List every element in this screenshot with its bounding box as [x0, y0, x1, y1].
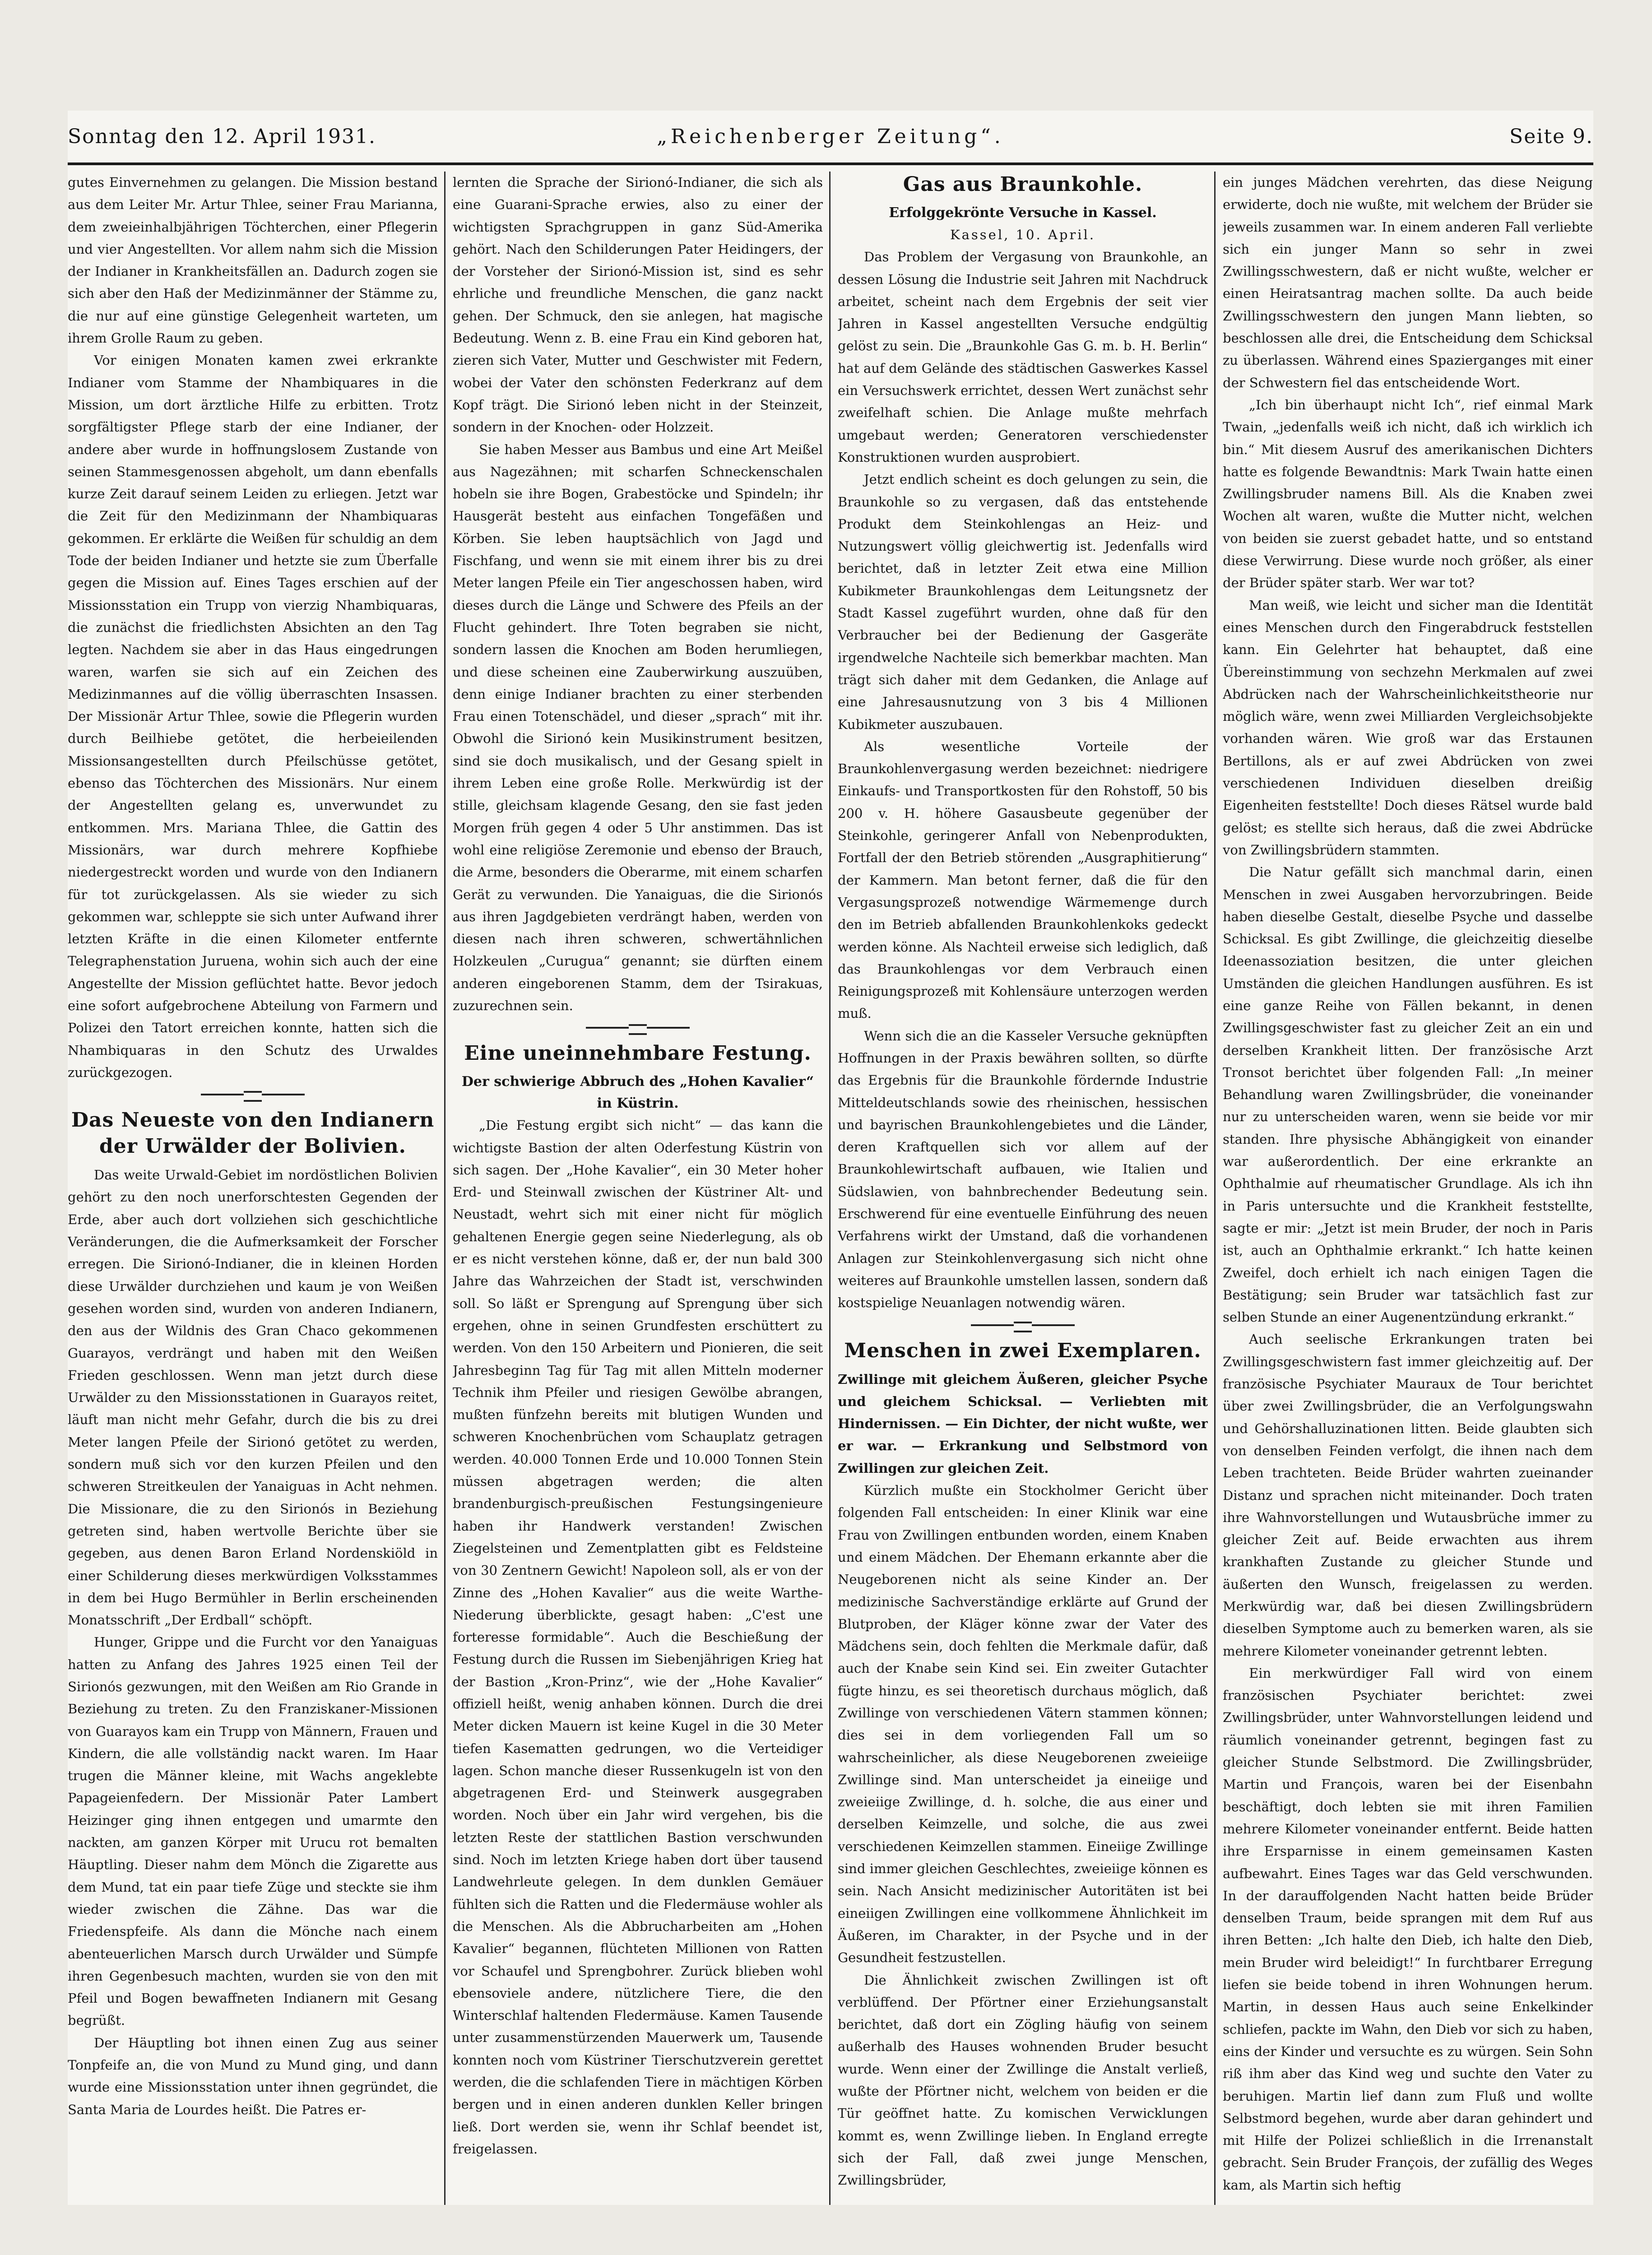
- article-divider: [586, 1027, 690, 1029]
- paragraph: Das weite Urwald-Gebiet im nordöstlichen Bolivien gehört zu den noch unerforschtesten Gegenden der Erde, aber auch dort vollziehen sich geschichtliche Veränderungen, die die Aufmerksamkeit der Forscher erregen. Die Sirionó-Indianer, die in kleinen Horden diese Urwälder durchziehen und kaum je von Weißen gesehen worden sind, wurden von anderen Indianern, den aus der Wildnis des Gran Chaco gekommenen Guarayos, verdrängt und haben mit den Weißen Frieden geschlossen. Wenn man jetzt durch diese Urwälder zu den Missionsstationen in Guarayos reitet, läuft man nicht mehr Gefahr, durch die bis zu drei Meter langen Pfeile der Sirionó getötet zu werden, sondern muß sich vor den kurzen Pfeilen und den schweren Streitkeulen der Yanaiguas in Acht nehmen. Die Missionare, die zu den Sirionós in Beziehung getreten sind, haben wertvolle Berichte über sie gegeben, aus denen Baron Erland Nordenskiöld in einer Schilderung dieses merkwürdigen Volksstammes in dem bei Hugo Bermühler in Berlin erscheinenden Monatsschrift „Der Erdball“ schöpft.: [68, 1167, 438, 1628]
- issue-date: Sonntag den 12. April 1931.: [68, 125, 376, 148]
- dateline: Kassel, 10. April.: [950, 227, 1096, 242]
- column-rule: [829, 172, 831, 2205]
- article-lead: Zwillinge mit gleichem Äußeren, gleicher Psyche und gleichem Schicksal. — Verliebten mit Hindernissen. — Ein Dichter, der nicht wußte, wer er war. — Erkrankung und Selbstmord von Zwillingen zur gleichen Zeit.: [838, 1371, 1208, 1476]
- paragraph: Jetzt endlich scheint es doch gelungen zu sein, die Braunkohle so zu vergasen, daß das entstehende Produkt dem Steinkohlengas an Heiz- und Nutzungswert völlig gleichwertig ist. Jedenfalls wird berichtet, daß in letzter Zeit etwa eine Million Kubikmeter Braunkohlengas dem Leitungsnetz der Stadt Kassel zugeführt wurden, ohne daß für den Verbraucher bei der Bedienung der Gasgeräte irgendwelche Nachteile sich bemerkbar machten. Man trägt sich daher mit dem Gedanken, die Anlage auf eine Jahresausnutzung von 3 bis 4 Millionen Kubikmeter auszubauen.: [838, 472, 1208, 732]
- paragraph: Vor einigen Monaten kamen zwei erkrankte Indianer vom Stamme der Nhambiquares in die Mission, um dort ärztliche Hilfe zu erbitten. Trotz sorgfältigster Pflege starb der eine Indianer, der andere aber wurde in hoffnungslosem Zustande von seinen Stammesgenossen abgeholt, um dann ebenfalls kurze Zeit darauf seinem Leiden zu erliegen. Jetzt war die Zeit für den Medizinmann der Nhambiquaras gekommen. Er erklärte die Weißen für schuldig an dem Tode der beiden Indianer und hetzte sie zum Überfalle gegen die Mission auf. Eines Tages erschien auf der Missionsstation ein Trupp von vierzig Nhambiquaras, die zunächst die friedlichsten Absichten an den Tag legten. Nachdem sie aber in das Haus eingedrungen waren, warfen sie sich auf ein Zeichen des Medizinmannes auf die völlig überraschten Insassen. Der Missionär Artur Thlee, sowie die Pflegerin wurden durch Beilhiebe getötet, die herbeieilenden Missionsangestellten durch Pfeilschüsse getötet, ebenso das Töchterchen des Missionärs. Nur einem der Angestellten gelang es, unverwundet zu entkommen. Mrs. Mariana Thlee, die Gattin des Missionärs, war durch mehrere Kopfhiebe niedergestreckt worden und wurde von den Indianern für tot zurückgelassen. Als sie wieder zu sich gekommen war, schleppte sie sich unter Aufwand ihrer letzten Kräfte in die einen Kilometer entfernte Telegraphenstation Juruena, wohin sich auch der eine Angestellte der Mission geflüchtet hatte. Bevor jedoch eine sofort aufgebrochene Abteilung von Farmern und Polizei den Tatort erreichen konnte, hatten sich die Nhambiquaras in den Schutz des Urwaldes zurückgezogen.: [68, 353, 438, 1080]
- column-rule: [444, 172, 445, 2205]
- paragraph: „Ich bin überhaupt nicht Ich“, rief einmal Mark Twain, „jedenfalls weiß ich nicht, daß ich wirklich ich bin.“ Mit diesem Ausruf des amerikanischen Dichters hatte es folgende Bewandtnis: Mark Twain hatte einen Zwillingsbruder namens Bill. Als die Knaben zwei Wochen alt waren, wußte die Mutter nicht, welchen von beiden sie zuerst gebadet hatte, und so entstand diese Verwirrung. Diese wurde noch größer, als einer der Brüder später starb. Wer war tot?: [1223, 397, 1593, 591]
- paragraph: „Die Festung ergibt sich nicht“ — das kann die wichtigste Bastion der alten Oderfestung Küstrin von sich sagen. Der „Hohe Kavalier“, ein 30 Meter hoher Erd- und Steinwall zwischen der Küstriner Alt- und Neustadt, wehrt sich mit einer nicht für möglich gehaltenen Energie gegen seine Niederlegung, als ob er es nicht verstehen könne, daß er, der nun bald 300 Jahre das Wahrzeichen der Stadt ist, verschwinden soll. So läßt er Sprengung auf Sprengung über sich ergehen, ohne in seinen Grundfesten erschüttert zu werden. Von den 150 Arbeitern und Pionieren, die seit Jahresbeginn Tag für Tag mit allen Mitteln moderner Technik ihm Pfeiler und riesigen Gewölbe abrangen, mußten fünfzehn bereits mit blutigen Wunden und schweren Knochenbrüchen vom Schauplatz getragen werden. 40.000 Tonnen Erde und 10.000 Tonnen Stein müssen abgetragen werden; die alten brandenburgisch-preußischen Festungsingenieure haben ihr Handwerk verstanden! Zwischen Ziegelsteinen und Zementplatten gibt es Feldsteine von 30 Zentnern Gewicht! Napoleon soll, als er von der Zinne des „Hohen Kavalier“ aus die weite Warthe-Niederung überblickte, gesagt haben: „C'est une forteresse formidable“. Auch die Beschießung der Festung durch die Russen im Siebenjährigen Krieg hat der Bastion „Kron-Prinz“, wie der „Hohe Kavalier“ offiziell heißt, wenig anhaben können. Durch die drei Meter dicken Mauern ist keine Kugel in die 30 Meter tiefen Kasematten gedrungen, wo die Verteidiger lagen. Schon manche dieser Russenkugeln ist von den abgetragenen Erd- und Steinwerk ausgegraben worden. Noch über ein Jahr wird vergehen, bis die letzten Reste der stattlichen Bastion verschwunden sind. Noch im letzten Kriege haben dort über tausend Landwehrleute gelegen. In dem dunklen Gemäuer fühlten sich die Ratten und die Fledermäuse wohler als die Menschen. Als die Abbrucharbeiten am „Hohen Kavalier“ begannen, flüchteten Millionen von Ratten vor Schaufel und Sprengbohrer. Zurück blieben wohl ebensoviele andere, nützlichere Tiere, die den Winterschlaf haltenden Fledermäuse. Kamen Tausende unter zusammenstürzenden Mauerwerk um, Tausende konnten noch vom Küstriner Tierschutzverein gerettet werden, die die schlafenden Tiere in mächtigen Körben bergen und in einen anderen dunklen Keller bringen ließ. Dort werden sie, wenn ihr Schlaf beendet ist, freigelassen.: [453, 1118, 823, 2157]
- article-divider: [971, 1324, 1075, 1326]
- article-subtitle: Der schwierige Abbruch des „Hohen Kavalier“ in Küstrin.: [461, 1074, 814, 1112]
- paragraph: gutes Einvernehmen zu gelangen. Die Mission bestand aus dem Leiter Mr. Artur Thlee, seiner Frau Marianna, dem zweieinhalbjährigen Töchterchen, einer Pflegerin und vier Angestellten. Vor allem nahm sich die Mission der Indianer in Krankheitsfällen an. Dadurch zogen sie sich aber den Haß der Medizinmänner der Stämme zu, die nur auf eine günstige Gelegenheit warteten, um ihrem Grolle Raum zu geben.: [68, 175, 438, 346]
- column-3: [838, 172, 1208, 2205]
- paragraph: Wenn sich die an die Kasseler Versuche geknüpften Hoffnungen in der Praxis bewähren sollten, so dürfte das Ergebnis für die Braunkohle fördernde Industrie Mitteldeutschlands sowie des rheinischen, hessischen und bayrischen Braunkohlengebietes und die Länder, deren Kraftquellen sich vor allem auf der Braunkohlewirtschaft aufbauen, wie Italien und Südslawien, von bahnbrechender Bedeutung sein. Erschwerend für eine eventuelle Einführung des neuen Verfahrens wirkt der Umstand, daß die vorhandenen Anlagen zur Steinkohlenvergasung sich nicht ohne weiteres auf Braunkohle umstellen lassen, sondern daß kostspielige Neuanlagen notwendig wären.: [838, 1028, 1208, 1311]
- paragraph: Kürzlich mußte ein Stockholmer Gericht über folgenden Fall entscheiden: In einer Klinik war eine Frau von Zwillingen entbunden worden, einem Knaben und einem Mädchen. Der Ehemann erkannte aber die Neugeborenen nicht als seine Kinder an. Der medizinische Sachverständige erklärte auf Grund der Blutproben, der Kläger könne zwar der Vater des Mädchens sein, doch fehlten die Merkmale dafür, daß auch der Knabe sein Kind sei. Ein zweiter Gutachter fügte hinzu, es sei theoretisch durchaus möglich, daß Zwillinge von verschiedenen Vätern stammen können; dies sei in dem vorliegenden Fall um so wahrscheinlicher, als diese Neugeborenen zweieiige Zwillinge sind. Man unterscheidet ja eineiige und zweieiige Zwillinge, d. h. solche, die aus einer und derselben Keimzelle, und solche, die aus zwei verschiedenen Keimzellen stammen. Eineiige Zwillinge sind immer gleichen Geschlechtes, zweieiige können es sein. Nach Ansicht medizinischer Autoritäten ist bei eineiigen Zwillingen eine vollkommene Ähnlichkeit im Äußeren, im Charakter, in der Psyche und in der Gesundheit festzustellen.: [838, 1483, 1208, 1966]
- paragraph: lernten die Sprache der Sirionó-Indianer, die sich als eine Guarani-Sprache erwies, also zu einer der wichtigsten Sprachgruppen in ganz Süd-Amerika gehört. Nach den Schilderungen Pater Heidingers, der der Vorsteher der Sirionó-Mission ist, sind es sehr ehrliche und freundliche Menschen, die ganz nackt gehen. Der Schmuck, den sie anlegen, hat magische Bedeutung. Wenn z. B. eine Frau ein Kind geboren hat, zieren sich Vater, Mutter und Geschwister mit Federn, wobei der Vater den schönsten Federkranz auf dem Kopf trägt. Die Sirionó leben nicht in der Steinzeit, sondern in der Knochen- oder Holzzeit.: [453, 175, 823, 435]
- column-rule: [1214, 172, 1216, 2205]
- paragraph: Man weiß, wie leicht und sicher man die Identität eines Menschen durch den Fingerabdruck feststellen kann. Ein Gelehrter hat behauptet, daß eine Übereinstimmung von sechzehn Merkmalen auf zwei Abdrücken nach der Wahrscheinlichkeitstheorie nur möglich wäre, wenn zwei Milliarden Vergleichsobjekte vorhanden wären. Wie groß war das Erstaunen Bertillons, als er auf zwei Abdrücken von zwei verschiedenen Individuen dieselben dreißig Eigenheiten feststellte! Doch dieses Rätsel wurde bald gelöst; es stellte sich heraus, daß die zwei Abdrücke von Zwillingsbrüdern stammten.: [1223, 597, 1593, 858]
- paragraph: Hunger, Grippe und die Furcht vor den Yanaiguas hatten zu Anfang des Jahres 1925 einen Teil der Sirionós gezwungen, mit den Weißen am Rio Grande in Beziehung zu treten. Zu den Franziskaner-Missionen von Guarayos kam ein Trupp von Männern, Frauen und Kindern, die alle vollständig nackt waren. Im Haar trugen die Männer kleine, mit Wachs angeklebte Papageienfedern. Der Missionär Pater Lambert Heizinger ging ihnen entgegen und umarmte den nackten, am ganzen Körper mit Urucu rot bemalten Häuptling. Dieser nahm dem Mönch die Zigarette aus dem Mund, tat ein paar tiefe Züge und steckte sie ihm wieder zwischen die Zähne. Das war die Friedenspfeife. Als dann die Mönche nach einem abenteuerlichen Marsch durch Urwälder und Sümpfe ihren Gegenbesuch machten, wurden sie von den mit Pfeil und Bogen bewaffneten Indianern mit Gesang begrüßt.: [68, 1634, 438, 2028]
- paragraph: Sie haben Messer aus Bambus und eine Art Meißel aus Nagezähnen; mit scharfen Schneckenschalen hobeln sie ihre Bogen, Grabestöcke und Spindeln; ihr Hausgerät besteht aus einfachen Tongefäßen und Körben. Sie leben hauptsächlich von Jagd und Fischfang, und wenn sie mit einem ihrer bis zu drei Meter langen Pfeile ein Tier angeschossen haben, wird dieses durch die Länge und Schwere des Pfeils an der Flucht gehindert. Ihre Toten begraben sie nicht, sondern lassen die Knochen am Boden herumliegen, und diese scheinen eine Zauberwirkung auszuüben, denn einige Indianer brachten zu einer sterbenden Frau einen Totenschädel, und dieser „sprach“ mit ihr. Obwohl die Sirionó kein Musikinstrument besitzen, sind sie doch musikalisch, und der Gesang spielt in ihrem Leben eine große Rolle. Merkwürdig ist der stille, gleichsam klagende Gesang, den sie fast jeden Morgen früh gegen 4 oder 5 Uhr anstimmen. Das ist wohl eine religiöse Zeremonie und ebenso der Brauch, die Arme, besonders die Oberarme, mit einem scharfen Gerät zu verwunden. Die Yanaiguas, die die Sirionós aus ihren Jagdgebieten verdrängt haben, werden von diesen nach ihren schweren, schwertähnlichen Holzkeulen „Curugua“ genannt; sie dürften einem anderen eingeborenen Stamm, dem der Tsirakuas, zuzurechnen sein.: [453, 441, 823, 1013]
- column-2: [453, 172, 823, 2205]
- article-title-gas: Gas aus Braunkohle.: [903, 173, 1143, 196]
- page-number: Seite 9.: [1509, 125, 1593, 148]
- paragraph: Das Problem der Vergasung von Braunkohle, an dessen Lösung die Industrie seit Jahren mit Nachdruck arbeitet, scheint nach dem Ergebnis der seit vier Jahren in Kassel angestellten Versuche endgültig gelöst zu sein. Die „Braunkohle Gas G. m. b. H. Berlin“ hat auf dem Gelände des städtischen Gaswerkes Kassel ein Versuchswerk errichtet, dessen Wert zunächst sehr zweifelhaft schien. Die Anlage mußte mehrfach umgebaut werden; Generatoren verschiedenster Konstruktionen wurden ausprobiert.: [838, 249, 1208, 465]
- paragraph: ein junges Mädchen verehrten, das diese Neigung erwiderte, doch nie wußte, mit welchem der Brüder sie jeweils zusammen war. In einem anderen Fall verliebte sich ein junger Mann so sehr in zwei Zwillingsschwestern, daß er nicht wußte, welcher er einen Heiratsantrag machen sollte. Da auch beide Zwillingsschwestern den jungen Mann liebten, so beschlossen alle drei, die Entscheidung dem Schicksal zu überlassen. Während eines Spazierganges mit einer der Schwestern fiel das entscheidende Wort.: [1223, 175, 1593, 390]
- page-header: [68, 111, 1593, 165]
- article-divider: [201, 1094, 305, 1095]
- column-1: [68, 172, 438, 2205]
- paragraph: Als wesentliche Vorteile der Braunkohlenvergasung werden bezeichnet: niedrigere Einkaufs- und Transportkosten für den Rohstoff, 50 bis 200 v. H. höhere Gasausbeute gegenüber der Steinkohle, geringerer Anfall von Nebenprodukten, Fortfall der den Betrieb störenden „Ausgraphitierung“ der Kammern. Man betont ferner, daß die für den Vergasungsprozeß notwendige Wärmemenge durch den im Betrieb abfallenden Braunkohlenkoks gedeckt werden könne. Als Nachteil erweise sich lediglich, daß das Braunkohlengas vor dem Verbrauch einen Reinigungsprozeß mit Kohlensäure unterzogen werden muß.: [838, 738, 1208, 1021]
- newspaper-name: „Reichenberger Zeitung“.: [657, 125, 1004, 148]
- article-title-zwillinge: Menschen in zwei Exemplaren.: [844, 1339, 1202, 1362]
- article-title-festung: Eine uneinnehmbare Festung.: [464, 1042, 812, 1065]
- paragraph: Ein merkwürdiger Fall wird von einem französischen Psychiater berichtet: zwei Zwillingsbrüder, unter Wahnvorstellungen leidend und räumlich voneinander getrennt, begingen fast zu gleicher Stunde Selbstmord. Die Zwillingsbrüder, Martin und François, waren bei der Eisenbahn beschäftigt, doch lebten sie mit ihren Familien mehrere Kilometer voneinander entfernt. Beide hatten ihre Ersparnisse in einem gemeinsamen Kasten aufbewahrt. Eines Tages war das Geld verschwunden. In der darauffolgenden Nacht hatten beide Brüder denselben Traum, beide sprangen mit dem Ruf aus ihren Betten: „Ich halte den Dieb, ich halte den Dieb, mein Bruder wird beleidigt!“ In furchtbarer Erregung liefen sie beide tobend in ihren Wohnungen herum. Martin, in dessen Haus auch seine Enkelkinder schliefen, packte im Wahn, den Dieb vor sich zu haben, eins der Kinder und versuchte es zu würgen. Sein Sohn riß ihm aber das Kind weg und suchte den Vater zu beruhigen. Martin lief dann zum Fluß und wollte Selbstmord begehen, wurde aber daran gehindert und mit Hilfe der Polizei schließlich in die Irrenanstalt gebracht. Sein Bruder François, der zufällig des Weges kam, als Martin sich heftig: [1223, 1665, 1593, 2193]
- paragraph: Die Ähnlichkeit zwischen Zwillingen ist oft verblüffend. Der Pförtner einer Erziehungsanstalt berichtet, daß dort ein Zögling häufig von seinem außerhalb des Hauses wohnenden Bruder besucht wurde. Wenn einer der Zwillinge die Anstalt verließ, wußte der Pförtner nicht, welchem von beiden er die Tür geöffnet hatte. Zu komischen Verwicklungen kommt es, wenn Zwillinge lieben. In England erregte sich der Fall, daß zwei junge Menschen, Zwillingsbrüder,: [838, 1972, 1208, 2188]
- article-subtitle: Erfolggekrönte Versuche in Kassel.: [889, 205, 1157, 221]
- paragraph: Die Natur gefällt sich manchmal darin, einen Menschen in zwei Ausgaben hervorzubringen. Beide haben dieselbe Gestalt, dieselbe Psyche und dasselbe Schicksal. Es gibt Zwillinge, die gleichzeitig dieselbe Ideenassoziation besitzen, die unter gleichen Umständen die gleichen Handlungen ausführen. Es ist eine ganze Reihe von Fällen bekannt, in denen Zwillingsgeschwister fast zu gleicher Zeit an ein und derselben Krankheit litten. Der französische Arzt Tronsot berichtet über folgenden Fall: „In meiner Behandlung waren Zwillingsbrüder, die voneinander nur zu unterscheiden waren, wenn sie beide vor mir standen. Ihre physische Abhängigkeit von einander war außerordentlich. Der eine erkrankte an Ophthalmie auf rheumatischer Grundlage. Als ich ihn in Paris untersuchte und die Krankheit feststellte, sagte er mir: „Jetzt ist mein Bruder, der noch in Paris ist, auch an Ophthalmie erkrankt.“ Ich hatte keinen Zweifel, doch erhielt ich nach einigen Tagen die Bestätigung; sein Bruder war tatsächlich fast zur selben Stunde an einer Augenentzündung erkrankt.“: [1223, 864, 1593, 1325]
- newspaper-page: [68, 111, 1593, 2205]
- column-4: [1223, 172, 1593, 2205]
- paragraph: Auch seelische Erkrankungen traten bei Zwillingsgeschwistern fast immer gleichzeitig auf. Der französische Psychiater Mauraux de Tour berichtet über zwei Zwillingsbrüder, die an Verfolgungswahn und Gehörshalluzinationen litten. Beide glaubten sich von denselben Feinden verfolgt, die ihnen nach dem Leben trachteten. Beide Brüder wahrten zueinander Distanz und sprachen nicht miteinander. Doch traten ihre Wahnvorstellungen und Wutausbrüche immer zu gleicher Zeit auf. Beide erwachten aus ihrem krankhaften Zustande zu gleicher Stunde und äußerten den Wunsch, freigelassen zu werden. Merkwürdig war, daß bei diesen Zwillingsbrüdern dieselben Symptome auch zu bemerken waren, als sie mehrere Kilometer voneinander getrennt lebten.: [1223, 1332, 1593, 1659]
- article-columns: [68, 172, 1593, 2205]
- article-title-indianer: Das Neueste von den Indianern der Urwälder der Bolivien.: [71, 1109, 435, 1158]
- paragraph: Der Häuptling bot ihnen einen Zug aus seiner Tonpfeife an, die von Mund zu Mund ging, und dann wurde eine Missionsstation unter ihnen gegründet, die Santa Maria de Lourdes heißt. Die Patres er-: [68, 2035, 438, 2117]
